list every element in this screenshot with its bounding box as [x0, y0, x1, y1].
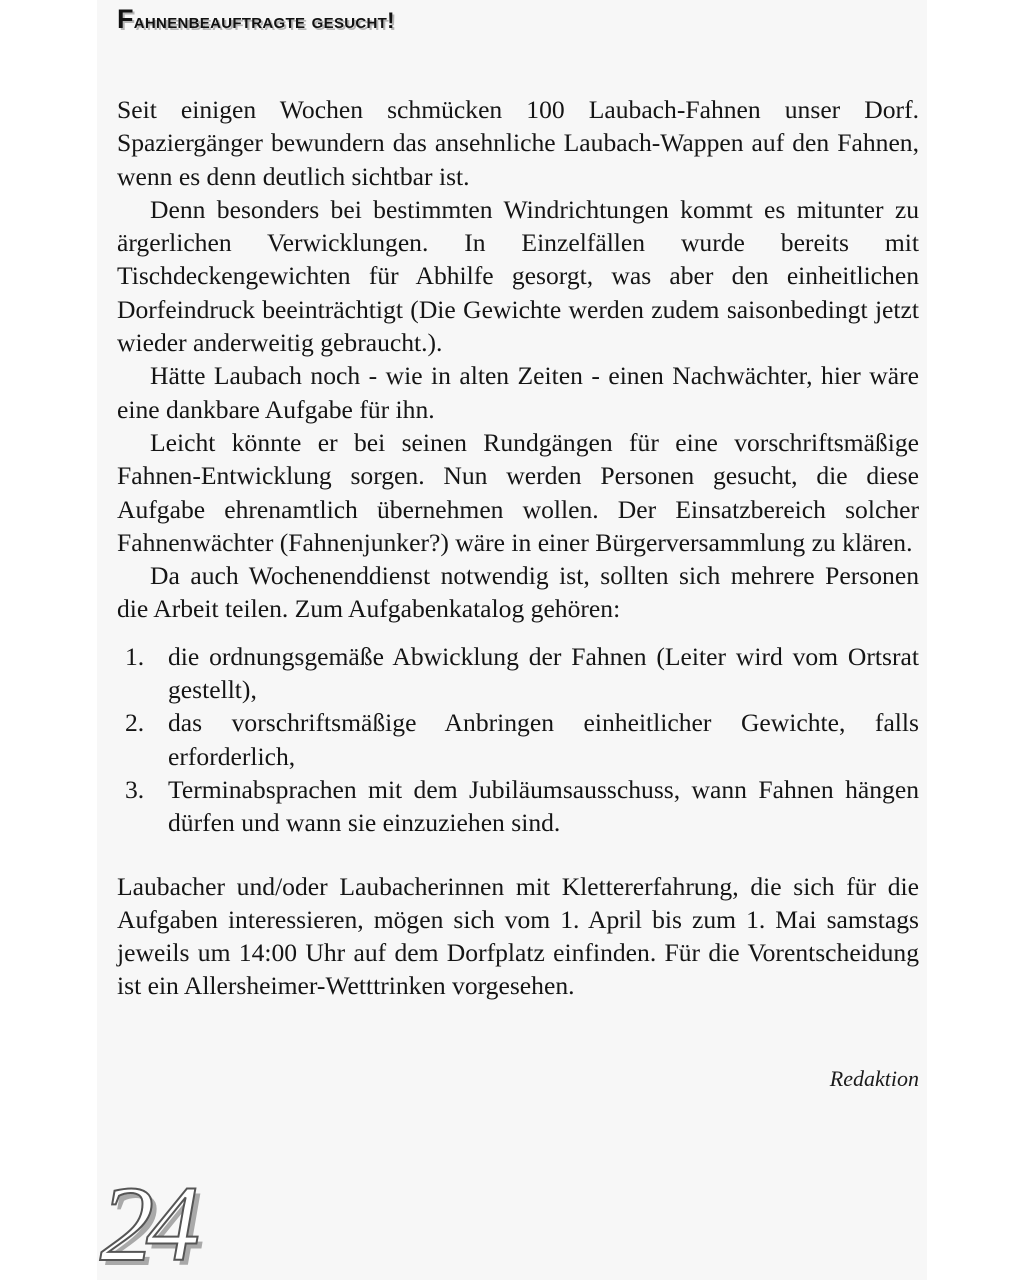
paragraph: Da auch Wochenenddienst notwendig ist, sollten sich mehrere Personen die Arbeit teilen. Zum Aufgabenkatalog gehören: [117, 561, 919, 624]
list-item-text: die ordnungsgemäße Abwicklung der Fahnen (Leiter wird vom Ortsrat gestellt), [168, 641, 919, 705]
list-item-text: Terminabsprachen mit dem Jubiläumsausschuss, wann Fahnen hängen dürfen und wann sie einzuziehen sind. [168, 774, 919, 838]
article-body [117, 93, 919, 1003]
task-list [117, 640, 919, 840]
title-rest: ahnenbeauftragte gesucht! [133, 8, 395, 33]
list-item-number: 2. [125, 708, 145, 738]
list-item-text: das vorschriftsmäßige Anbringen einheitlicher Gewichte, falls erforderlich, [168, 708, 919, 771]
list-item [117, 706, 919, 773]
signature: Redaktion [829, 1066, 919, 1091]
list-item [117, 773, 919, 840]
paragraph: Denn besonders bei bestimmten Windrichtungen kommt es mitunter zu ärgerlichen Verwicklungen. In Einzelfällen wurde bereits mit Tischdeckengewichten für Abhilfe gesorgt, was aber den einheitlichen Dorfeindruck beeinträchtigt (Die Gewichte werden zudem saisonbedingt jetzt wieder anderweitig gebraucht.). [117, 194, 919, 358]
list-item-number: 3. [125, 774, 145, 804]
paragraph-intro: Seit einigen Wochen schmücken 100 Laubach-Fahnen unser Dorf. Spaziergänger bewundern das ansehnliche Laubach-Wappen auf den Fahnen, wenn es denn deutlich sichtbar ist. [117, 95, 919, 191]
paragraph: Leicht könnte er bei seinen Rundgängen für eine vorschriftsmäßige Fahnen-Entwicklung sorgen. Nun werden Personen gesucht, die diese Aufgabe ehrenamtlich übernehmen wollen. Der Einsatzbereich solcher Fahnenwächter (Fahnenjunker?) wäre in einer Bürgerversammlung zu klären. [117, 427, 919, 557]
list-item-number: 1. [125, 641, 145, 671]
paragraph: Hätte Laubach noch - wie in alten Zeiten - einen Nachwächter, hier wäre eine dankbare Aufgabe für ihn. [117, 361, 919, 424]
title-initial: F [117, 4, 134, 34]
list-item [117, 640, 919, 707]
page-number: 24 [100, 1165, 192, 1284]
article-title [117, 4, 395, 35]
closing-paragraph: Laubacher und/oder Laubacherinnen mit Klettererfahrung, die sich für die Aufgaben interessieren, mögen sich vom 1. April bis zum 1. Mai samstags jeweils um 14:00 Uhr auf dem Dorfplatz einfinden. Für die Vorentscheidung ist ein Allersheimer-Wetttrinken vorgesehen. [117, 871, 919, 1001]
